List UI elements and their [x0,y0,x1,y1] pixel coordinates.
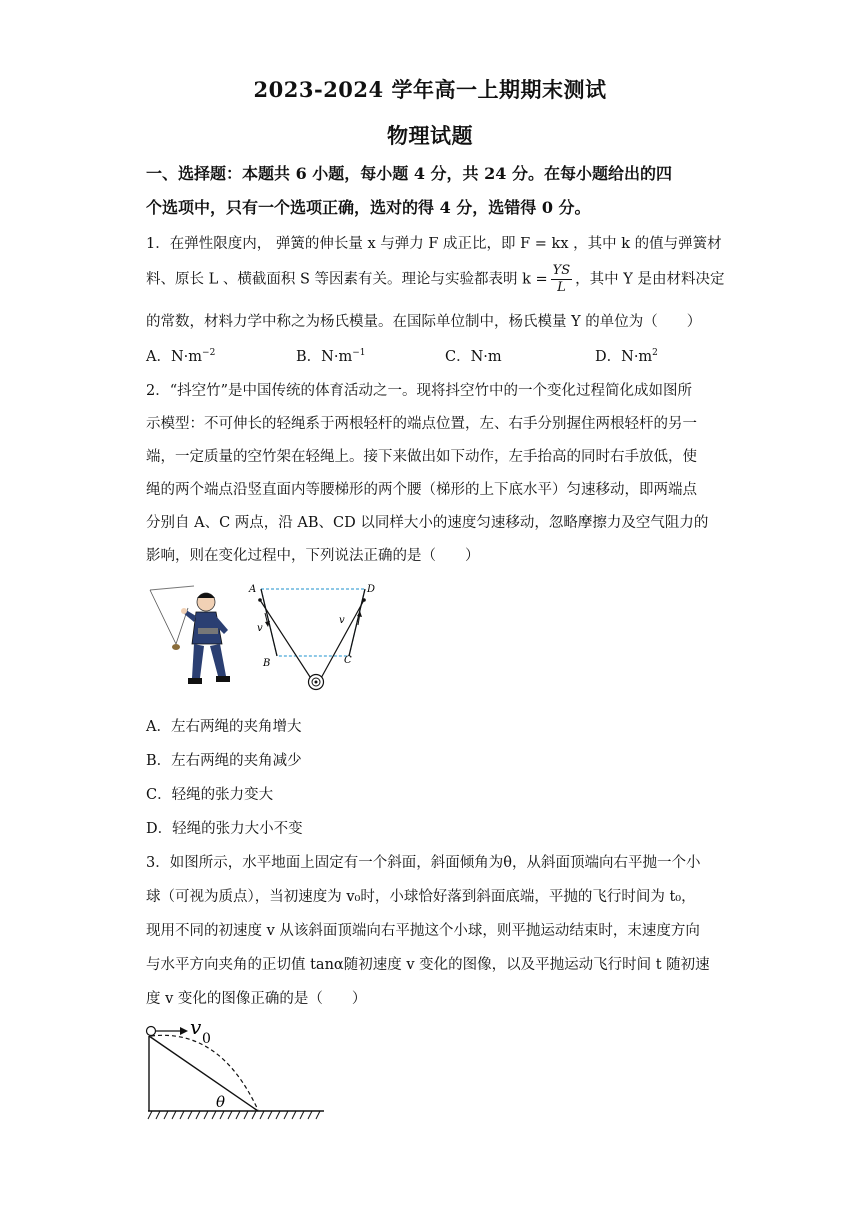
q3-line-2: 球（可视为质点），当初速度为 v₀时，小球恰好落到斜面底端，平抛的飞行时间为 t₀， [146,889,696,905]
label-v-right: v [339,615,345,626]
velocity-arrow-icon [180,1027,188,1035]
diabolo-player-illustration [146,584,242,690]
q1-option-a[interactable]: A．$N\cdot m^{-2}$ [146,348,216,365]
q2-line-1: 2．“抖空竹”是中国传统的体育活动之一。现将抖空竹中的一个变化过程简化成如图所 [146,383,693,399]
q3-line-3: 现用不同的初速度 v 从该斜面顶端向右平抛这个小球，则平抛运动结束时，末速度方向 [146,923,700,939]
q1-option-d[interactable]: D．$N\cdot m^2$ [595,348,658,365]
youngs-modulus-fraction [551,263,573,296]
label-v0-subscript: 0 [202,1031,211,1047]
incline-projectile-diagram [140,1018,330,1126]
q2-line-3: 端，一定质量的空竹架在轻绳上。接下来做出如下动作，左手抬高的同时右手放低，使 [146,449,697,465]
ball [147,1027,156,1036]
fraction-denominator: L [557,280,566,295]
dashed-trapezoid [261,589,365,656]
incline-slope [149,1036,258,1111]
label-B: B [263,658,271,669]
q3-line-5: 度 v 变化的图像正确的是（ ） [146,991,367,1007]
q1-option-c[interactable]: C．N·m [445,349,502,365]
label-A: A [249,584,257,595]
q2-option-a[interactable]: A．左右两绳的夹角增大 [146,719,302,735]
q1-line-3: 的常数，材料力学中称之为杨氏模量。在国际单位制中，杨氏模量 Y 的单位为（ ） [146,314,702,330]
label-v0: v [190,1018,202,1039]
rope-right [320,600,364,680]
ground-hatching [148,1111,320,1119]
section-heading-line-2: 个选项中，只有一个选项正确，选对的得 4 分，选错得 0 分。 [146,198,591,217]
q2-line-6: 影响，则在变化过程中，下列说法正确的是（ ） [146,548,480,564]
label-D: D [367,584,376,595]
q1-line-2-after: ，其中 Y 是由材料决定 [575,271,725,288]
q2-line-4: 绳的两个端点沿竖直面内等腰梯形的两个腰（梯形的上下底水平）匀速移动，即两端点 [146,482,697,498]
exam-title: 2023-2024 学年高一上期期末测试 [253,77,607,102]
label-theta: θ [216,1093,226,1111]
q1-line-1: 1．在弹性限度内， 弹簧的伸长量 x 与弹力 F 成正比，即 F = kx ，其中 k 的值与弹簧材 [146,236,722,252]
q3-line-1: 3．如图所示，水平地面上固定有一个斜面，斜面倾角为θ，从斜面顶端向右平抛一个小 [146,855,701,871]
q1-line-2-before: 料、原长 L 、横截面积 S 等因素有关。理论与实验都表明 k = [146,271,548,288]
q1-line-2 [146,263,724,296]
q3-line-4: 与水平方向夹角的正切值 tanα随初速度 v 变化的图像，以及平抛运动飞行时间 t 随初速 [146,957,710,973]
section-heading-line-1: 一、选择题：本题共 6 小题，每小题 4 分，共 24 分。在每小题给出的四 [146,164,672,183]
q1-option-b[interactable]: B．$N\cdot m^{-1}$ [296,348,366,365]
q2-line-2: 示模型：不可伸长的轻绳系于两根轻杆的端点位置，左、右手分别握住两根轻杆的另一 [146,416,697,432]
exam-subtitle: 物理试题 [387,123,473,148]
label-C: C [344,655,352,666]
q2-option-c[interactable]: C．轻绳的张力变大 [146,787,274,803]
label-v-left: v [257,623,263,634]
diabolo-model-diagram [243,580,383,692]
fraction-numerator: YS [552,263,571,278]
q2-option-b[interactable]: B．左右两绳的夹角减少 [146,753,302,769]
q2-line-5: 分别自 A、C 两点，沿 AB、CD 以同样大小的速度匀速移动，忽略摩擦力及空气阻力的 [146,515,709,531]
q2-option-d[interactable]: D．轻绳的张力大小不变 [146,821,303,837]
